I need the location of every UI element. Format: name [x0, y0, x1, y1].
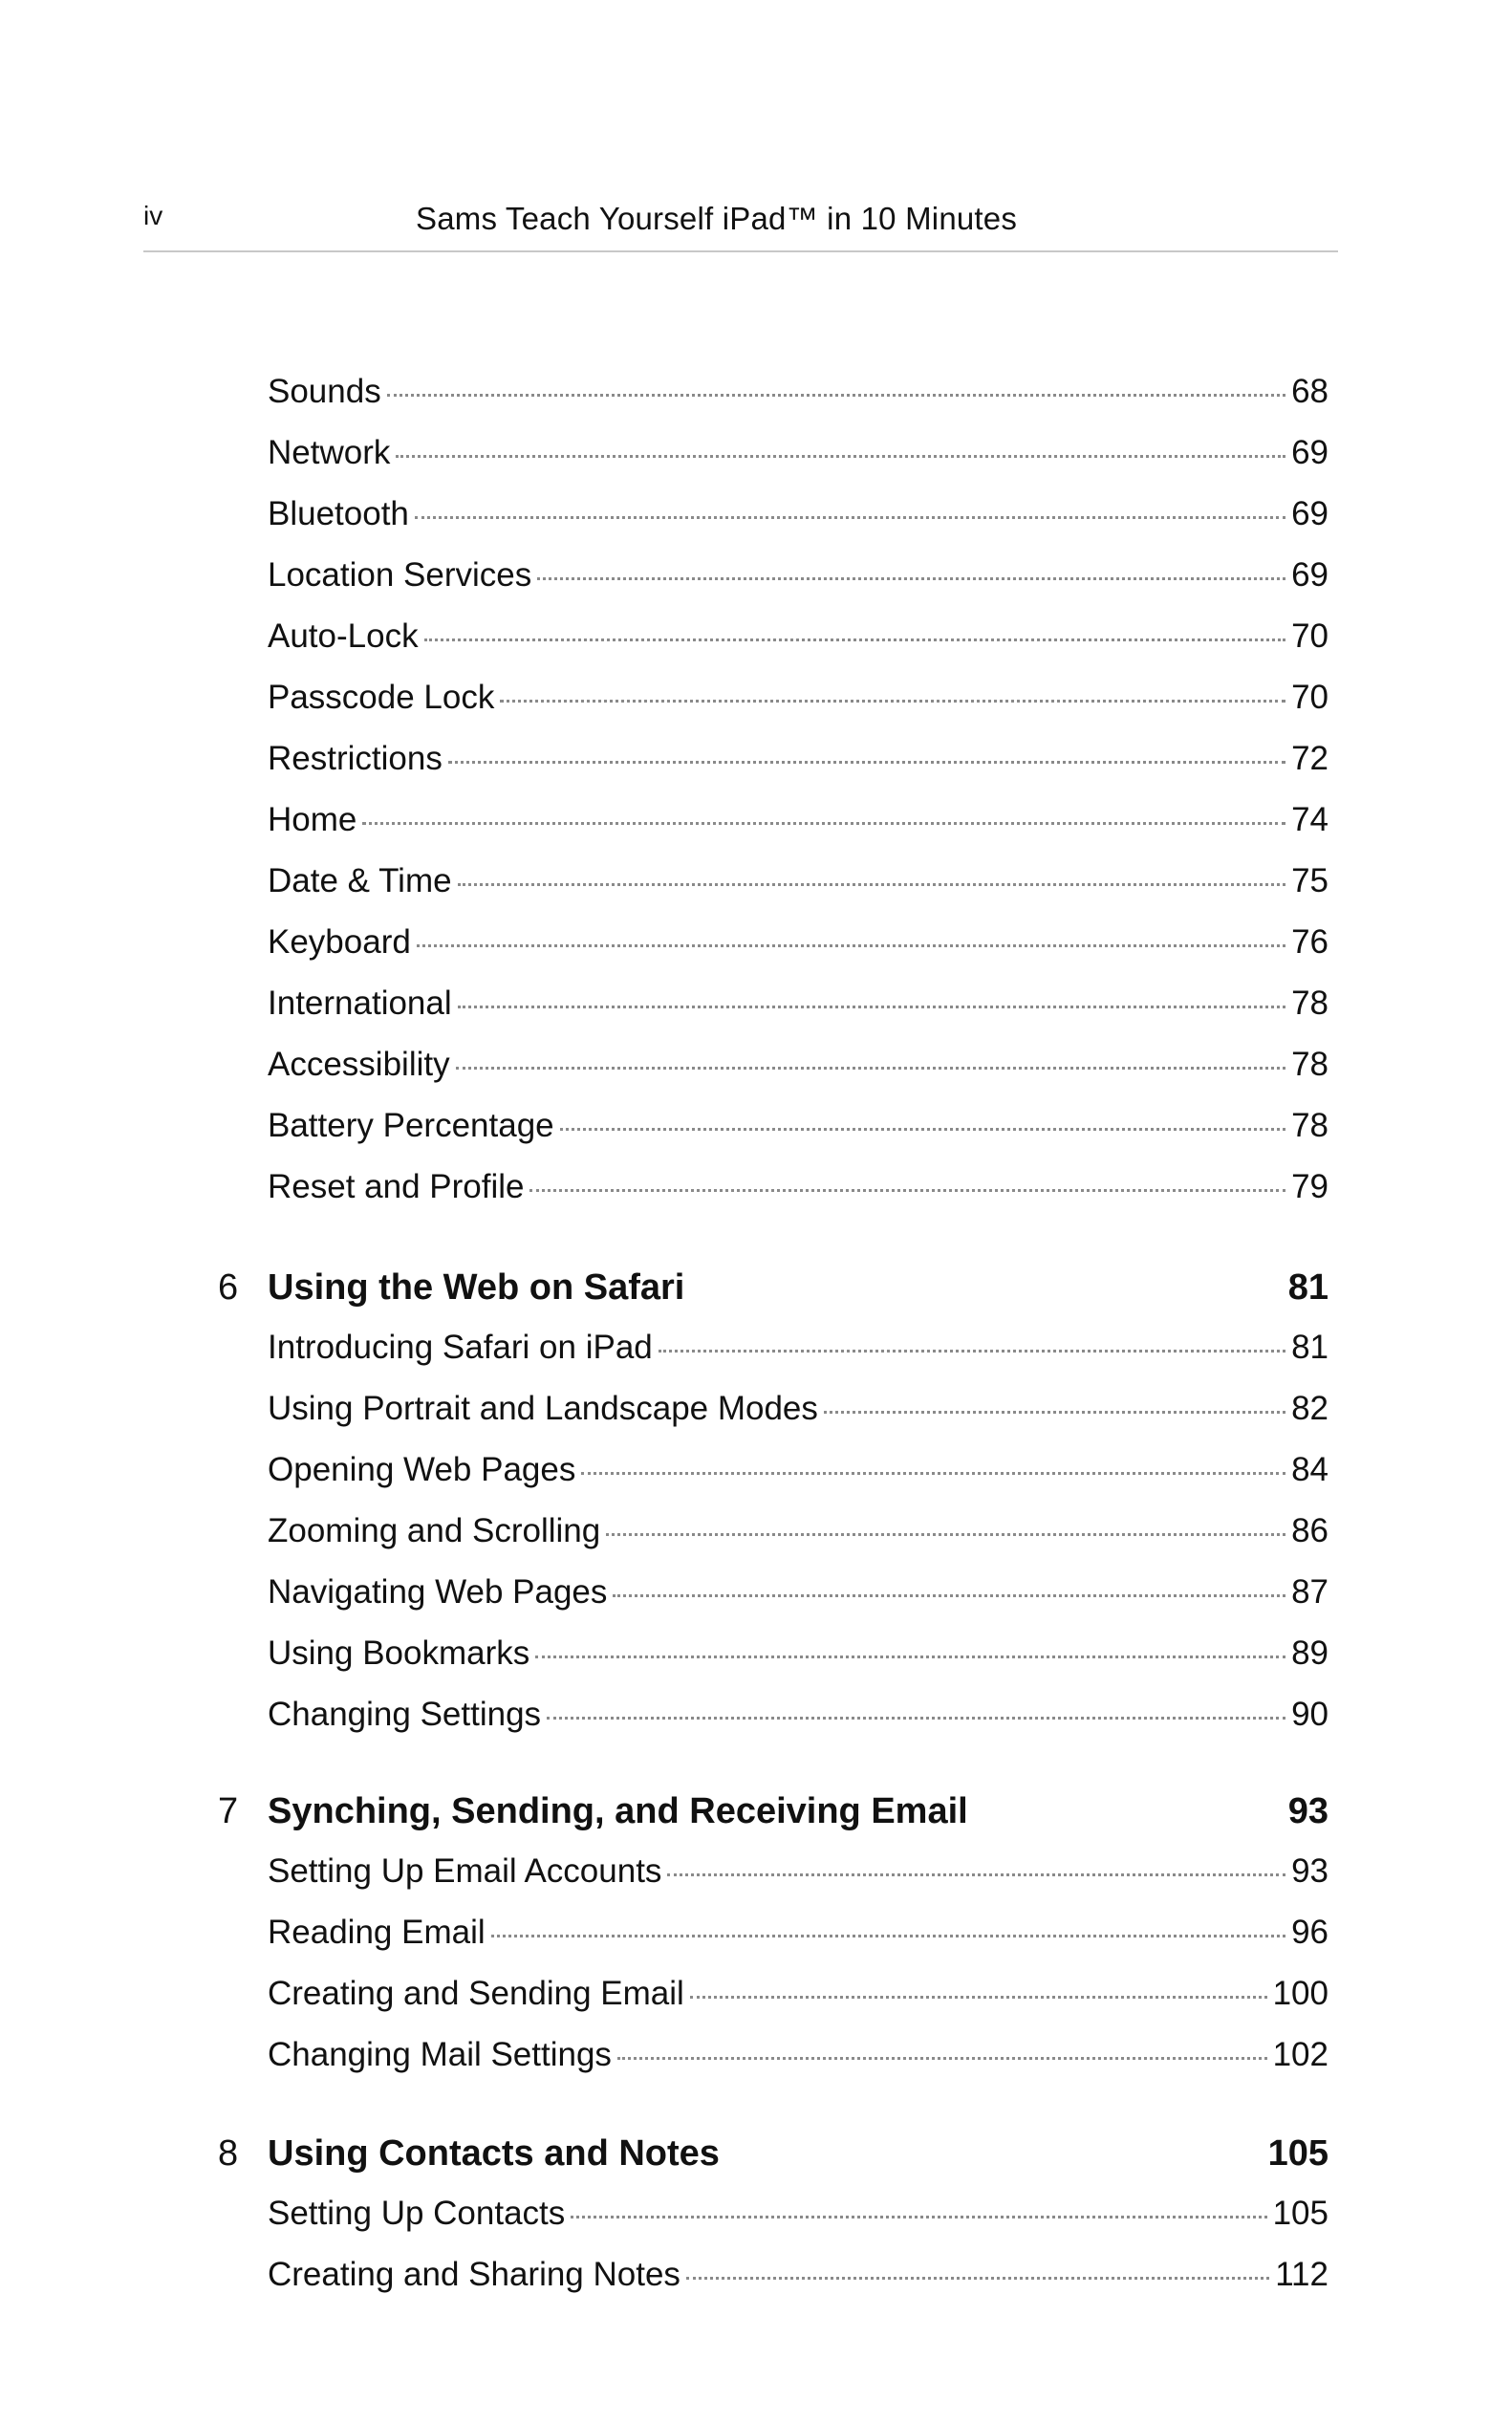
toc-entry-page: 72 [1291, 740, 1328, 777]
toc-entry-title: Sounds [268, 373, 381, 410]
toc-entry-title: Restrictions [268, 740, 443, 777]
dot-leader [690, 1996, 1267, 1999]
toc-entry-title: Zooming and Scrolling [268, 1512, 601, 1549]
dot-leader [362, 822, 1285, 825]
dot-leader [659, 1350, 1285, 1353]
dot-leader [448, 761, 1285, 764]
toc-entry [268, 422, 1328, 484]
toc-entry-page: 78 [1291, 985, 1328, 1022]
toc-entry-page: 93 [1291, 1852, 1328, 1890]
dot-leader [535, 1656, 1285, 1658]
dot-leader [617, 2057, 1267, 2060]
dot-leader [458, 1006, 1285, 1008]
toc-entry-title: Reading Email [268, 1914, 486, 1951]
toc-entry [268, 1623, 1328, 1684]
toc-entry-page: 69 [1291, 495, 1328, 532]
toc-entry-page: 75 [1291, 862, 1328, 899]
toc-entry [268, 1095, 1328, 1157]
toc-entry-title: Setting Up Email Accounts [268, 1852, 662, 1890]
toc-entry-title: Using Portrait and Landscape Modes [268, 1390, 818, 1427]
toc-entry [268, 1378, 1328, 1439]
dot-leader [606, 1533, 1285, 1536]
toc-entry-page: 81 [1291, 1329, 1328, 1366]
chapter-6-section [218, 1258, 1328, 1745]
toc-entry [268, 1841, 1328, 1902]
toc-entry-page: 82 [1291, 1390, 1328, 1427]
dot-leader [458, 883, 1285, 886]
dot-leader [560, 1128, 1285, 1131]
toc-entry-page: 89 [1291, 1634, 1328, 1672]
toc-entry-page: 70 [1291, 617, 1328, 655]
chapter-number: 6 [218, 1267, 239, 1308]
toc-entry-title: Passcode Lock [268, 679, 495, 716]
toc-entry-title: International [268, 985, 452, 1022]
toc-entry [268, 1963, 1328, 2024]
toc-entry-title: Reset and Profile [268, 1168, 525, 1205]
toc-entry-page: 105 [1272, 2195, 1328, 2232]
chapter-title: Using the Web on Safari [268, 1267, 685, 1308]
toc-continued-section [268, 361, 1328, 1218]
toc-entry-title: Network [268, 434, 391, 471]
toc-entry-title: Changing Settings [268, 1696, 542, 1733]
dot-leader [581, 1472, 1285, 1475]
toc-entry-page: 76 [1291, 923, 1328, 961]
toc-entry [268, 790, 1328, 851]
toc-entry-page: 78 [1291, 1107, 1328, 1144]
toc-entry-title: Navigating Web Pages [268, 1573, 608, 1611]
toc-entry [268, 912, 1328, 973]
toc-entry [268, 1439, 1328, 1501]
toc-entry-title: Opening Web Pages [268, 1451, 576, 1488]
toc-entry [268, 973, 1328, 1034]
toc-entry-title: Setting Up Contacts [268, 2195, 566, 2232]
chapter-number: 8 [218, 2133, 239, 2174]
chapter-number: 7 [218, 1791, 239, 1831]
page-number: iv [143, 201, 163, 230]
dot-leader [491, 1935, 1285, 1937]
toc-entry-page: 68 [1291, 373, 1328, 410]
toc-entry-title: Using Bookmarks [268, 1634, 530, 1672]
toc-entry [268, 361, 1328, 422]
toc-entry-page: 69 [1291, 556, 1328, 594]
dot-leader [415, 516, 1285, 519]
toc-entry-page: 70 [1291, 679, 1328, 716]
chapter-title: Synching, Sending, and Receiving Email [268, 1791, 968, 1831]
toc-entry-page: 74 [1291, 801, 1328, 838]
toc-entry [268, 1562, 1328, 1623]
toc-entry [268, 667, 1328, 728]
toc-entry-title: Auto-Lock [268, 617, 419, 655]
dot-leader [537, 577, 1285, 580]
dot-leader [667, 1873, 1285, 1876]
toc-entry [268, 2244, 1328, 2305]
chapter-page: 105 [1267, 2133, 1328, 2174]
dot-leader [686, 2277, 1269, 2280]
toc-entry-title: Changing Mail Settings [268, 2036, 612, 2073]
toc-entry-title: Accessibility [268, 1046, 450, 1083]
toc-entry [268, 2024, 1328, 2086]
book-title: Sams Teach Yourself iPad™ in 10 Minutes [416, 201, 1018, 236]
toc-entry [268, 545, 1328, 606]
chapter-heading [218, 2124, 1328, 2183]
dot-leader [500, 700, 1285, 703]
toc-entry [268, 851, 1328, 912]
toc-entry-page: 79 [1291, 1168, 1328, 1205]
toc-entry [268, 728, 1328, 790]
dot-leader [417, 944, 1285, 947]
dot-leader [424, 638, 1285, 641]
toc-entry-title: Date & Time [268, 862, 452, 899]
toc-entry-page: 102 [1272, 2036, 1328, 2073]
toc-entry [268, 1157, 1328, 1218]
toc-entry-title: Battery Percentage [268, 1107, 554, 1144]
toc-entry [268, 1501, 1328, 1562]
dot-leader [613, 1594, 1285, 1597]
dot-leader [396, 455, 1285, 458]
toc-entry-title: Creating and Sharing Notes [268, 2256, 680, 2293]
toc-entry-page: 86 [1291, 1512, 1328, 1549]
dot-leader [529, 1189, 1285, 1192]
toc-entry-page: 96 [1291, 1914, 1328, 1951]
toc-entry-title: Creating and Sending Email [268, 1975, 684, 2012]
dot-leader [456, 1067, 1285, 1070]
toc-entry-title: Location Services [268, 556, 532, 594]
toc-entry-page: 90 [1291, 1696, 1328, 1733]
toc-entry [268, 606, 1328, 667]
toc-entry-page: 87 [1291, 1573, 1328, 1611]
toc-entry-page: 112 [1275, 2256, 1328, 2293]
toc-entry-page: 84 [1291, 1451, 1328, 1488]
toc-entry [268, 1684, 1328, 1745]
chapter-page: 93 [1287, 1791, 1328, 1831]
dot-leader [824, 1411, 1285, 1414]
toc-entry-title: Keyboard [268, 923, 411, 961]
chapter-page: 81 [1287, 1267, 1328, 1308]
toc-entry [268, 484, 1328, 545]
toc-entry [268, 1317, 1328, 1378]
toc-entry-title: Bluetooth [268, 495, 409, 532]
toc-entry [268, 1034, 1328, 1095]
toc-entry [268, 1902, 1328, 1963]
chapter-heading [218, 1782, 1328, 1841]
toc-entry-title: Introducing Safari on iPad [268, 1329, 653, 1366]
dot-leader [547, 1717, 1285, 1720]
chapter-8-section [218, 2124, 1328, 2305]
toc-entry [268, 2183, 1328, 2244]
running-head [143, 197, 1338, 252]
chapter-title: Using Contacts and Notes [268, 2133, 720, 2174]
toc-entry-page: 78 [1291, 1046, 1328, 1083]
toc-entry-page: 69 [1291, 434, 1328, 471]
toc-entry-title: Home [268, 801, 357, 838]
toc-entry-page: 100 [1272, 1975, 1328, 2012]
chapter-7-section [218, 1782, 1328, 2086]
dot-leader [387, 394, 1285, 397]
chapter-heading [218, 1258, 1328, 1317]
dot-leader [571, 2216, 1266, 2218]
